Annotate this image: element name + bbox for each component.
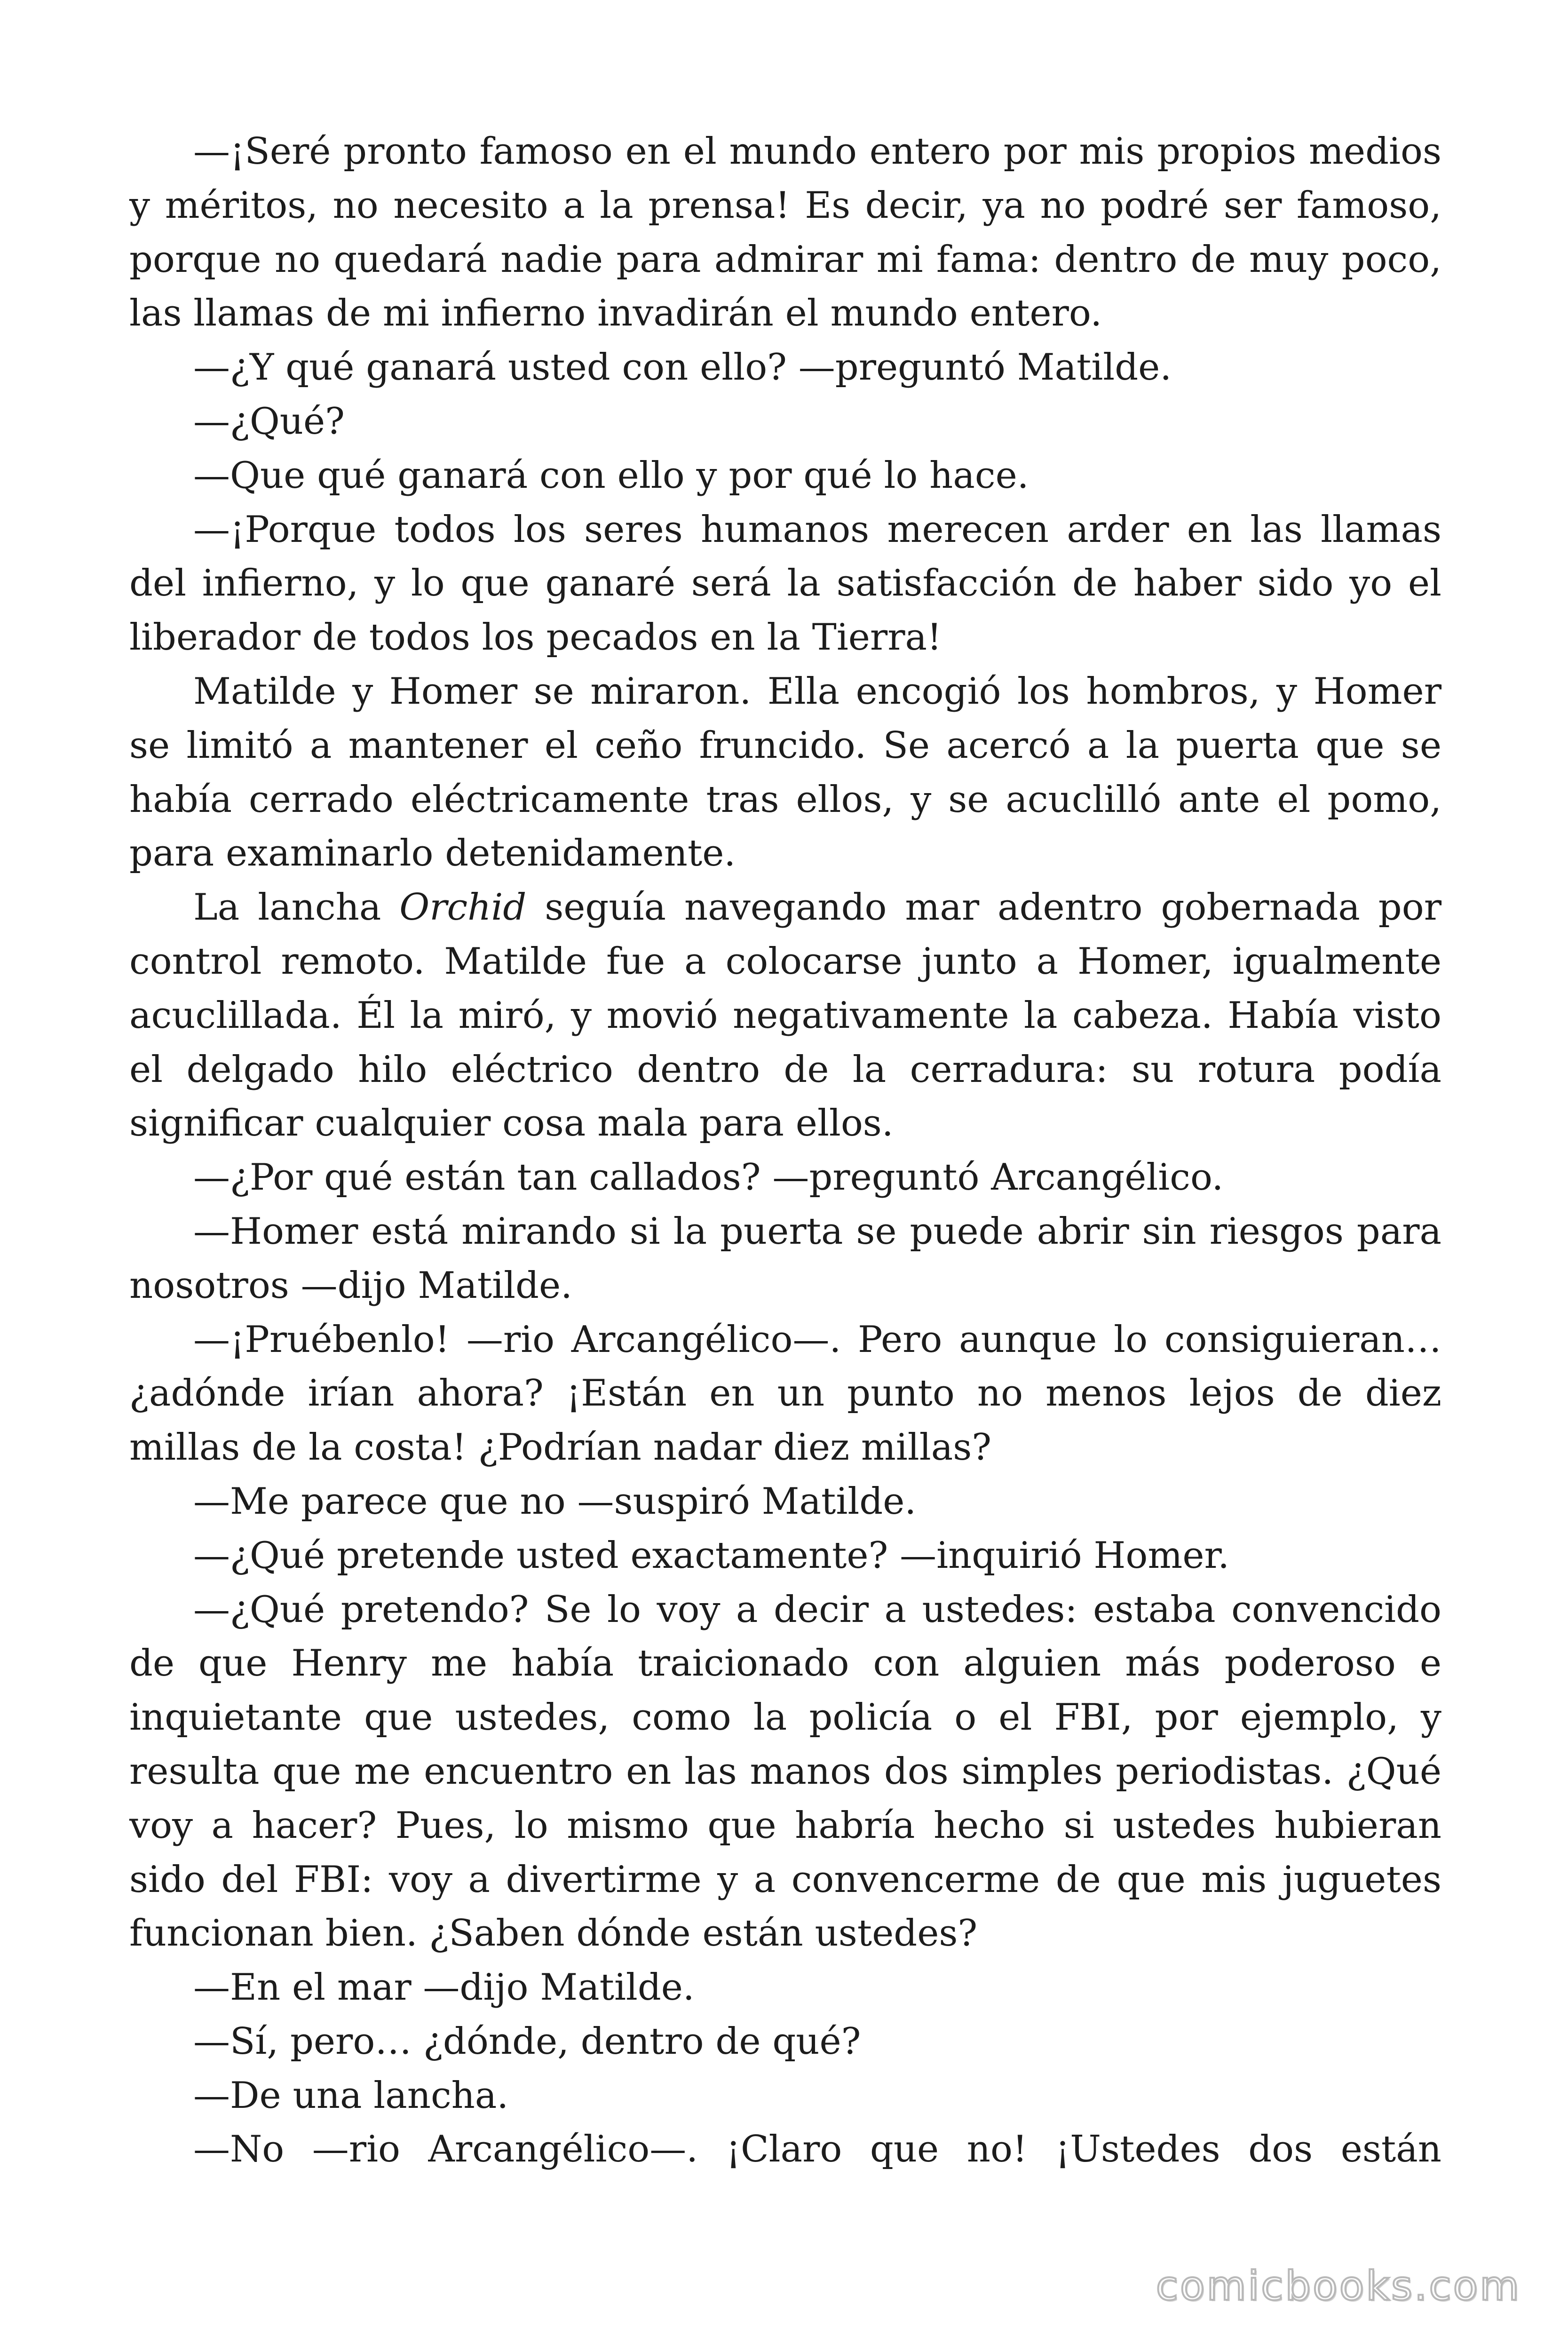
paragraph: —No —rio Arcangélico—. ¡Claro que no! ¡Ustedes dos están — [193, 2128, 1441, 2171]
paragraph: —Sí, pero… ¿dónde, dentro de qué? — [193, 2020, 861, 2063]
paragraph-text: La lancha — [193, 886, 400, 929]
paragraph: —¿Qué pretendo? Se lo voy a decir a ustedes: estaba convencido de que Henry me había traicionado con alguien más poderoso e inquietante que ustedes, como la policía o el FBI, por ejemplo, y resulta que me encuentro en las manos dos simples periodistas. ¿Qué voy a hacer? Pues, lo mismo que habría hecho si ustedes hubieran sido del FBI: voy a divertirme y a convencerme de que mis juguetes funcionan bien. ¿Saben dónde están ustedes? — [129, 1588, 1441, 1955]
paragraph — [129, 881, 1441, 1151]
watermark: comicbooks.com — [1156, 2263, 1521, 2310]
boat-name: Orchid — [399, 886, 527, 929]
paragraph: —¡Porque todos los seres humanos merecen arder en las llamas del infierno, y lo que ganaré será la satisfacción de haber sido yo el liberador de todos los pecados en la Tierra! — [129, 508, 1441, 659]
paragraph: —¡Pruébenlo! —rio Arcangélico—. Pero aunque lo consiguieran… ¿adónde irían ahora? ¡Están en un punto no menos lejos de diez millas de la costa! ¿Podrían nadar diez millas? — [129, 1318, 1441, 1469]
paragraph: —¿Qué? — [193, 400, 345, 443]
paragraph: —¿Y qué ganará usted con ello? —preguntó Matilde. — [193, 346, 1172, 389]
paragraph: Matilde y Homer se miraron. Ella encogió los hombros, y Homer se limitó a mantener el ceño fruncido. Se acercó a la puerta que se había cerrado eléctricamente tras ellos, y se acuclilló ante el pomo, para examinarlo detenidamente. — [129, 670, 1441, 875]
paragraph: —¿Qué pretende usted exactamente? —inquirió Homer. — [193, 1534, 1230, 1577]
paragraph: —¿Por qué están tan callados? —preguntó Arcangélico. — [193, 1156, 1224, 1199]
page-body — [129, 125, 1441, 2177]
paragraph: —Homer está mirando si la puerta se puede abrir sin riesgos para nosotros —dijo Matilde. — [129, 1210, 1441, 1307]
paragraph-text: seguía navegando mar adentro gobernada por control remoto. Matilde fue a colocarse junto a Homer, igualmente acuclillada. Él la miró, y movió negativamente la cabeza. Había visto el delgado hilo eléctrico dentro de la cerradura: su rotura podía significar cualquier cosa mala para ellos. — [129, 886, 1441, 1145]
paragraph: —De una lancha. — [193, 2074, 509, 2117]
paragraph: —¡Seré pronto famoso en el mundo entero por mis propios medios y méritos, no necesito a la prensa! Es decir, ya no podré ser famoso, porque no quedará nadie para admirar mi fama: dentro de muy poco, las llamas de mi infierno invadirán el mundo entero. — [129, 130, 1441, 335]
paragraph: —Me parece que no —suspiró Matilde. — [193, 1480, 917, 1523]
paragraph: —En el mar —dijo Matilde. — [193, 1966, 695, 2009]
paragraph: —Que qué ganará con ello y por qué lo hace. — [193, 454, 1029, 497]
